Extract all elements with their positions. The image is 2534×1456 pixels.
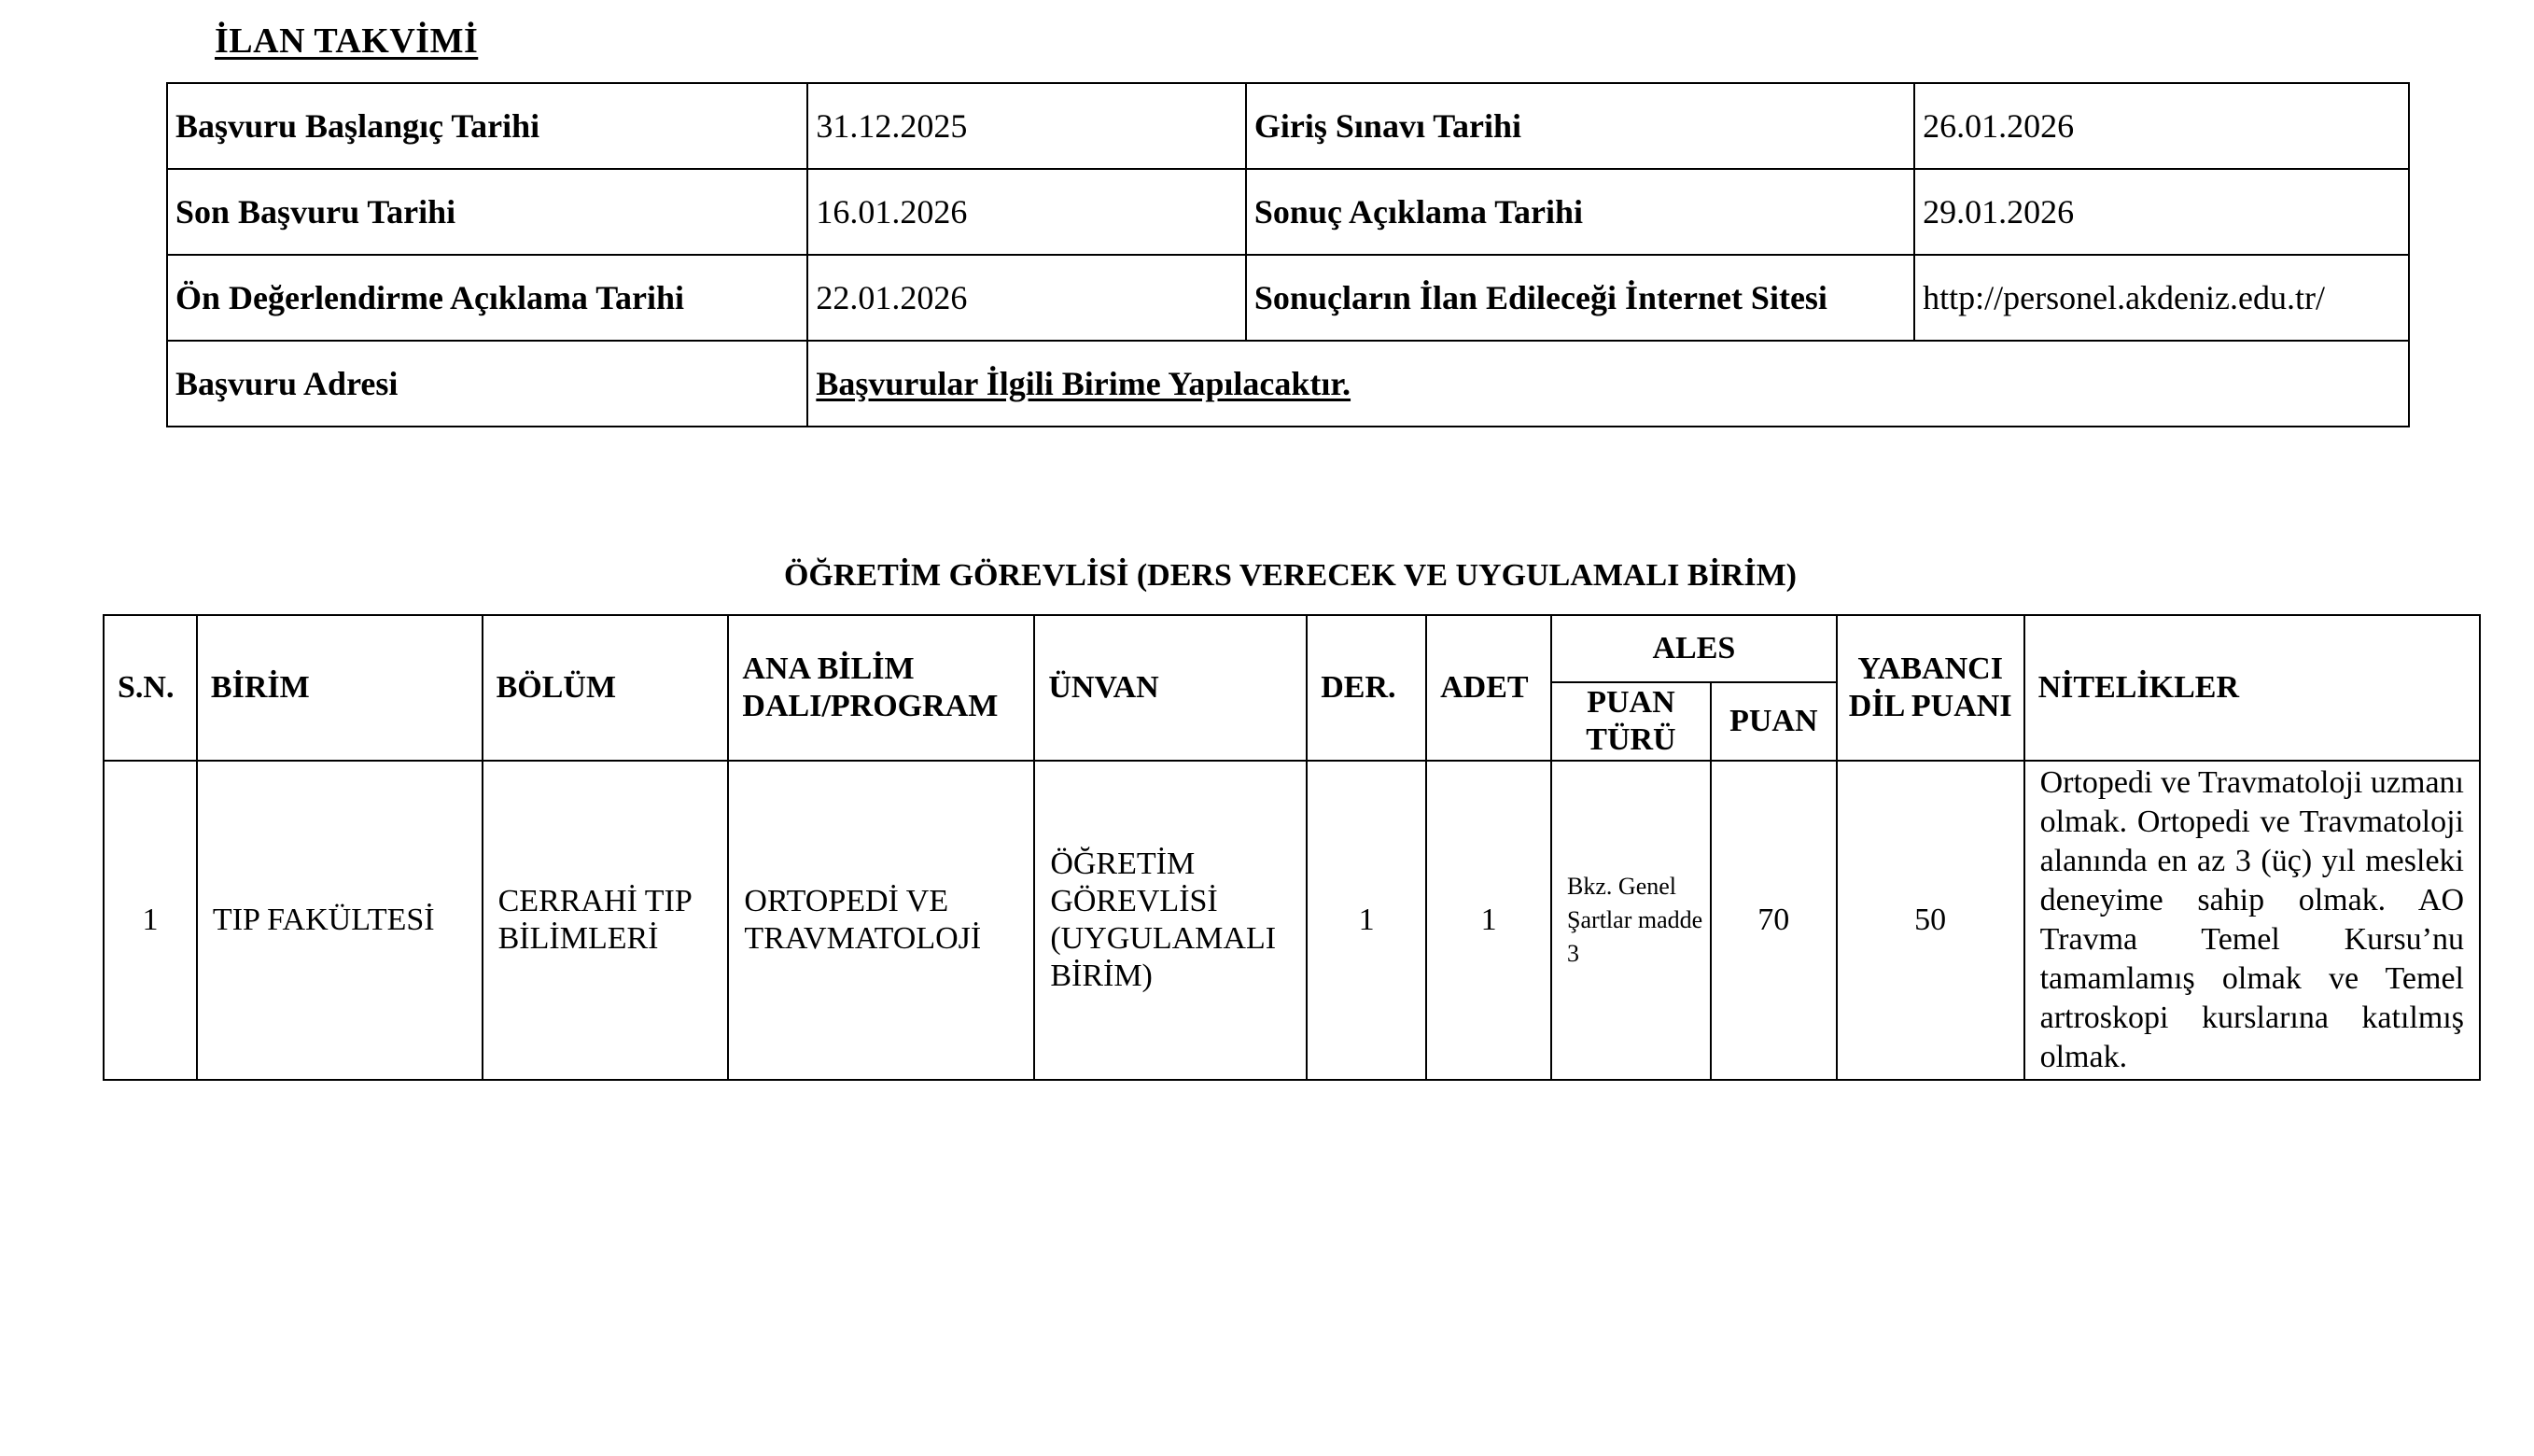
- cell-birim: TIP FAKÜLTESİ: [197, 761, 483, 1080]
- schedule-label: Son Başvuru Tarihi: [167, 169, 807, 255]
- schedule-row-address: [167, 341, 2409, 427]
- cell-der: 1: [1307, 761, 1426, 1080]
- announcement-schedule-title: İLAN TAKVİMİ: [215, 21, 479, 61]
- col-header-adet: ADET: [1426, 615, 1551, 761]
- col-header-sn: S.N.: [104, 615, 197, 761]
- cell-unvan: ÖĞRETİM GÖREVLİSİ (UYGULAMALI BİRİM): [1034, 761, 1307, 1080]
- table-row: [104, 761, 2480, 1080]
- col-header-puan: PUAN: [1711, 682, 1837, 761]
- positions-heading: ÖĞRETİM GÖREVLİSİ (DERS VERECEK VE UYGULAMALI BİRİM): [783, 558, 1797, 593]
- cell-bolum: CERRAHİ TIP BİLİMLERİ: [483, 761, 729, 1080]
- schedule-label: Sonuçların İlan Edileceği İnternet Sitesi: [1246, 255, 1914, 341]
- header-row-1: [104, 615, 2480, 682]
- cell-adet: 1: [1426, 761, 1551, 1080]
- schedule-value: 16.01.2026: [807, 169, 1246, 255]
- cell-yabanci-dil: 50: [1837, 761, 2024, 1080]
- cell-puan-turu: Bkz. Genel Şartlar madde 3: [1551, 761, 1711, 1080]
- schedule-value: 26.01.2026: [1914, 83, 2409, 169]
- col-header-birim: BİRİM: [197, 615, 483, 761]
- schedule-table: [166, 82, 2410, 427]
- schedule-label: Giriş Sınavı Tarihi: [1246, 83, 1914, 169]
- address-value: Başvurular İlgili Birime Yapılacaktır.: [807, 341, 2409, 427]
- results-website-link[interactable]: http://personel.akdeniz.edu.tr/: [1914, 255, 2409, 341]
- col-header-puan-turu: PUAN TÜRÜ: [1551, 682, 1711, 761]
- col-header-ales: ALES: [1551, 615, 1837, 682]
- schedule-row: [167, 83, 2409, 169]
- col-header-ana-bilim: ANA BİLİM DALI/PROGRAM: [728, 615, 1034, 761]
- schedule-value: 22.01.2026: [807, 255, 1246, 341]
- schedule-label: Sonuç Açıklama Tarihi: [1246, 169, 1914, 255]
- cell-sn: 1: [104, 761, 197, 1080]
- schedule-row: [167, 169, 2409, 255]
- schedule-label: Ön Değerlendirme Açıklama Tarihi: [167, 255, 807, 341]
- cell-nitelikler: Ortopedi ve Travmatoloji uzmanı olmak. Ortopedi ve Travmatoloji alanında en az 3 (üç) yıl mesleki deneyime sahip olmak. AO Travma Temel Kursu’nu tamamlamış olmak ve Temel artroskopi kurslarına katılmış olmak.: [2024, 761, 2480, 1080]
- col-header-nitelikler: NİTELİKLER: [2024, 615, 2480, 761]
- cell-ana-bilim: ORTOPEDİ VE TRAVMATOLOJİ: [728, 761, 1034, 1080]
- col-header-unvan: ÜNVAN: [1034, 615, 1307, 761]
- schedule-value: 29.01.2026: [1914, 169, 2409, 255]
- col-header-bolum: BÖLÜM: [483, 615, 729, 761]
- col-header-der: DER.: [1307, 615, 1426, 761]
- cell-puan: 70: [1711, 761, 1837, 1080]
- positions-table: [103, 614, 2481, 1081]
- schedule-row: [167, 255, 2409, 341]
- schedule-label: Başvuru Başlangıç Tarihi: [167, 83, 807, 169]
- col-header-yabanci-dil: YABANCI DİL PUANI: [1837, 615, 2024, 761]
- schedule-value: 31.12.2025: [807, 83, 1246, 169]
- address-label: Başvuru Adresi: [167, 341, 807, 427]
